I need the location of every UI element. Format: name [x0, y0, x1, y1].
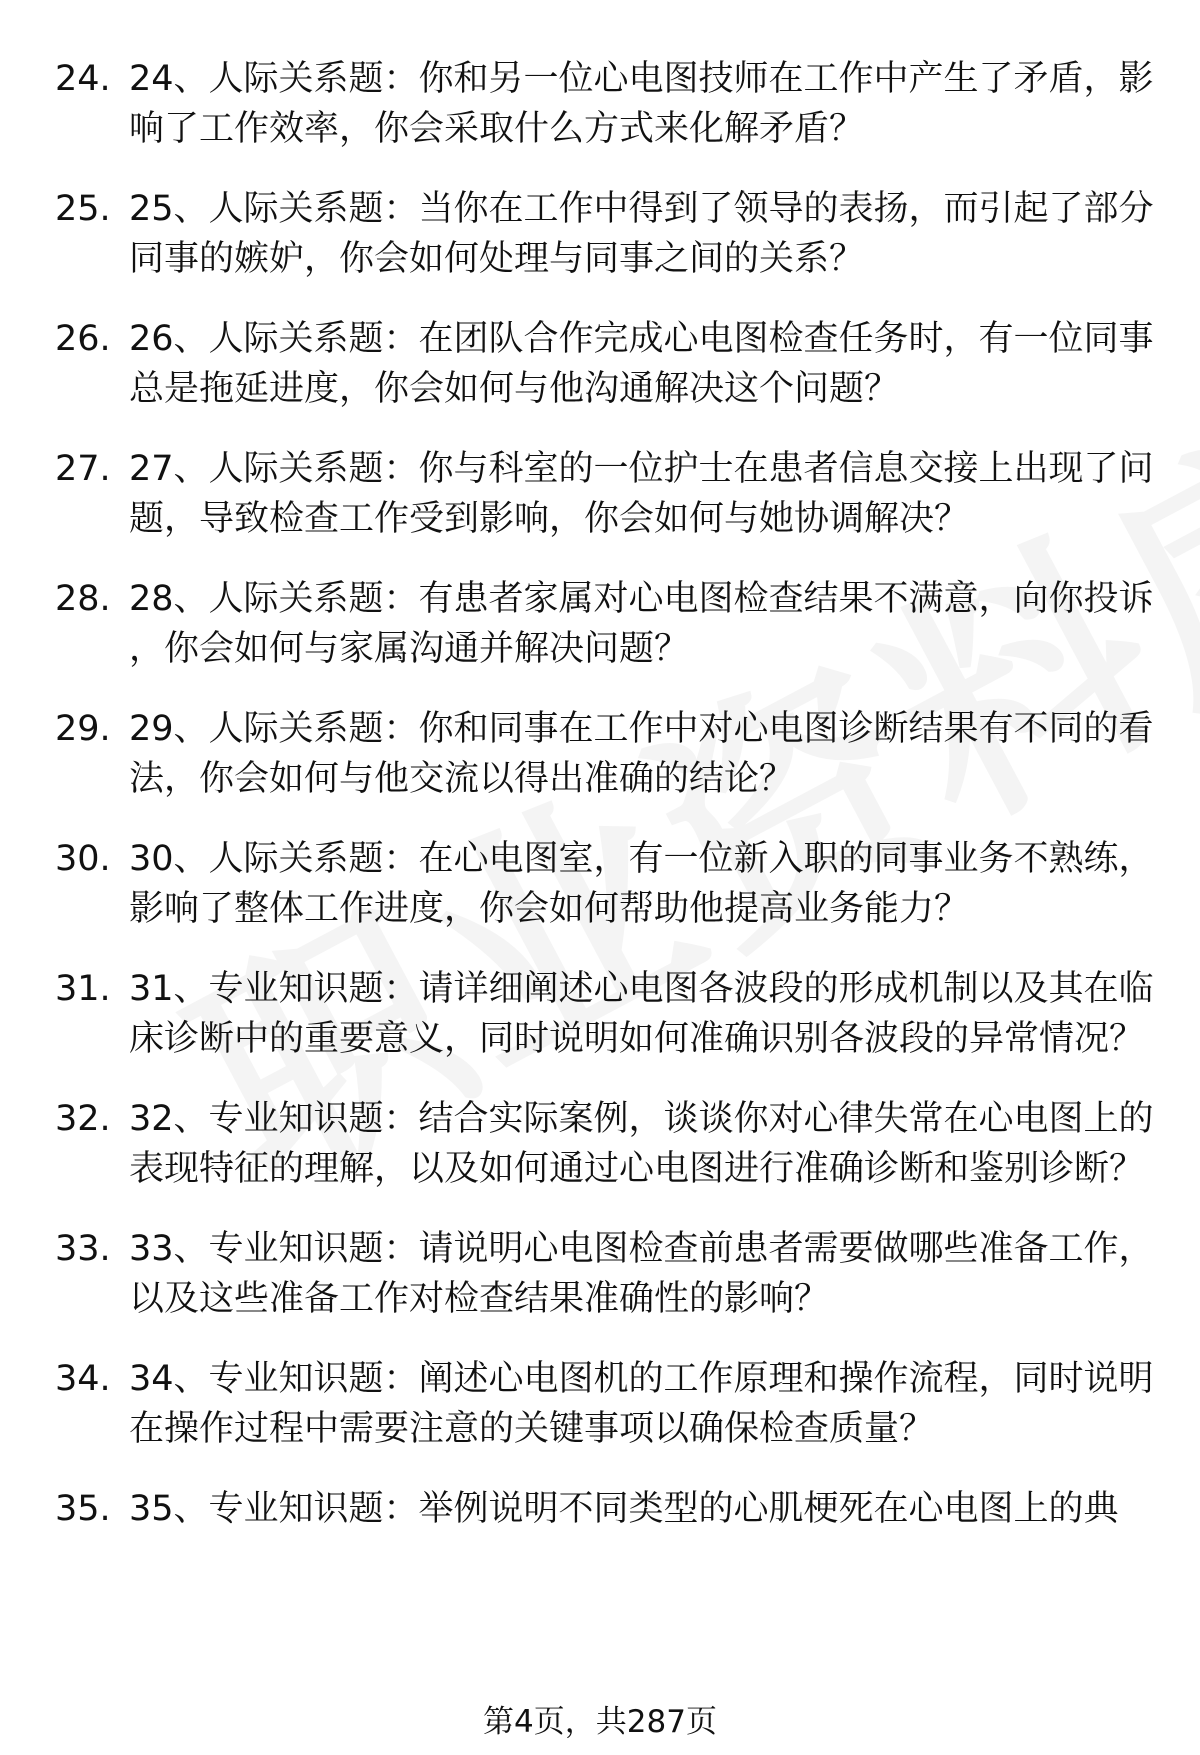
question-text: 34、专业知识题：阐述心电图机的工作原理和操作流程，同时说明在操作过程中需要注意的关键事项以确保检查质量？: [129, 1359, 1154, 1449]
question-item-24: [55, 54, 1155, 154]
question-item-27: [55, 444, 1155, 544]
question-number: 31.: [55, 969, 111, 1009]
question-number: 27.: [55, 449, 111, 489]
question-number: 32.: [55, 1099, 111, 1139]
question-item-31: [55, 964, 1155, 1064]
question-number: 25.: [55, 189, 111, 229]
question-text: 29、人际关系题：你和同事在工作中对心电图诊断结果有不同的看法，你会如何与他交流以得出准确的结论？: [129, 709, 1154, 799]
question-text: 31、专业知识题：请详细阐述心电图各波段的形成机制以及其在临床诊断中的重要意义，同时说明如何准确识别各波段的异常情况？: [129, 969, 1154, 1059]
question-text: 26、人际关系题：在团队合作完成心电图检查任务时，有一位同事总是拖延进度，你会如何与他沟通解决这个问题？: [129, 319, 1154, 409]
question-number: 29.: [55, 709, 111, 749]
question-text: 28、人际关系题：有患者家属对心电图检查结果不满意，向你投诉，你会如何与家属沟通并解决问题？: [129, 579, 1154, 669]
question-number: 35.: [55, 1489, 111, 1529]
question-text: 24、人际关系题：你和另一位心电图技师在工作中产生了矛盾，影响了工作效率，你会采取什么方式来化解矛盾？: [129, 59, 1154, 149]
question-item-30: [55, 834, 1155, 934]
question-item-29: [55, 704, 1155, 804]
question-item-32: [55, 1094, 1155, 1194]
question-item-35: [55, 1484, 1155, 1534]
question-number: 26.: [55, 319, 111, 359]
question-number: 30.: [55, 839, 111, 879]
question-text: 32、专业知识题：结合实际案例，谈谈你对心律失常在心电图上的表现特征的理解，以及如何通过心电图进行准确诊断和鉴别诊断？: [129, 1099, 1154, 1189]
question-text: 30、人际关系题：在心电图室，有一位新入职的同事业务不熟练，影响了整体工作进度，你会如何帮助他提高业务能力？: [129, 839, 1154, 929]
question-item-28: [55, 574, 1155, 674]
question-number: 28.: [55, 579, 111, 619]
question-number: 24.: [55, 59, 111, 99]
question-item-26: [55, 314, 1155, 414]
question-number: 34.: [55, 1359, 111, 1399]
page-footer: 第4页，共287页: [483, 1704, 717, 1740]
question-text: 25、人际关系题：当你在工作中得到了领导的表扬，而引起了部分同事的嫉妒，你会如何处理与同事之间的关系？: [129, 189, 1154, 279]
question-item-25: [55, 184, 1155, 284]
question-text: 27、人际关系题：你与科室的一位护士在患者信息交接上出现了问题，导致检查工作受到影响，你会如何与她协调解决？: [129, 449, 1154, 539]
question-number: 33.: [55, 1229, 111, 1269]
question-text: 33、专业知识题：请说明心电图检查前患者需要做哪些准备工作，以及这些准备工作对检查结果准确性的影响？: [129, 1229, 1154, 1319]
question-item-34: [55, 1354, 1155, 1454]
question-item-33: [55, 1224, 1155, 1324]
question-text: 35、专业知识题：举例说明不同类型的心肌梗死在心电图上的典: [129, 1489, 1119, 1529]
question-list: [55, 54, 1155, 1564]
